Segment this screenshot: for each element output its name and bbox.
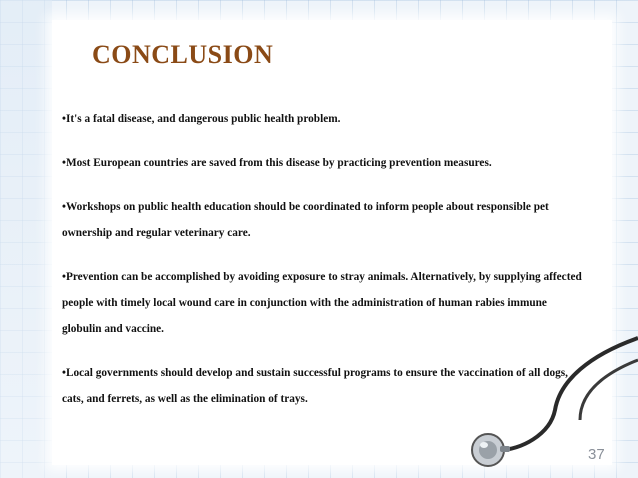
slide-number: 37 (588, 446, 605, 463)
stethoscope-icon (440, 300, 638, 478)
bullet-item: •Workshops on public health education should be coordinated to inform people about responsible pet ownership and regular veterinary care. (62, 201, 549, 239)
slide-title: CONCLUSION (92, 40, 274, 69)
bullet-item: •Local governments should develop and sustain successful programs to ensure the vaccination of all dogs, cats, and ferrets, as well as the elimination of trays. (62, 367, 568, 405)
bullet-item: •It's a fatal disease, and dangerous public health problem. (62, 113, 341, 125)
background-band (0, 0, 52, 478)
bullet-item: •Most European countries are saved from this disease by practicing prevention measures. (62, 157, 492, 169)
bullet-item: •Prevention can be accomplished by avoiding exposure to stray animals. Alternatively, by supplying affected people with timely local wound care in conjunction with the administration of human rabies immune globulin and vaccine. (62, 271, 582, 335)
